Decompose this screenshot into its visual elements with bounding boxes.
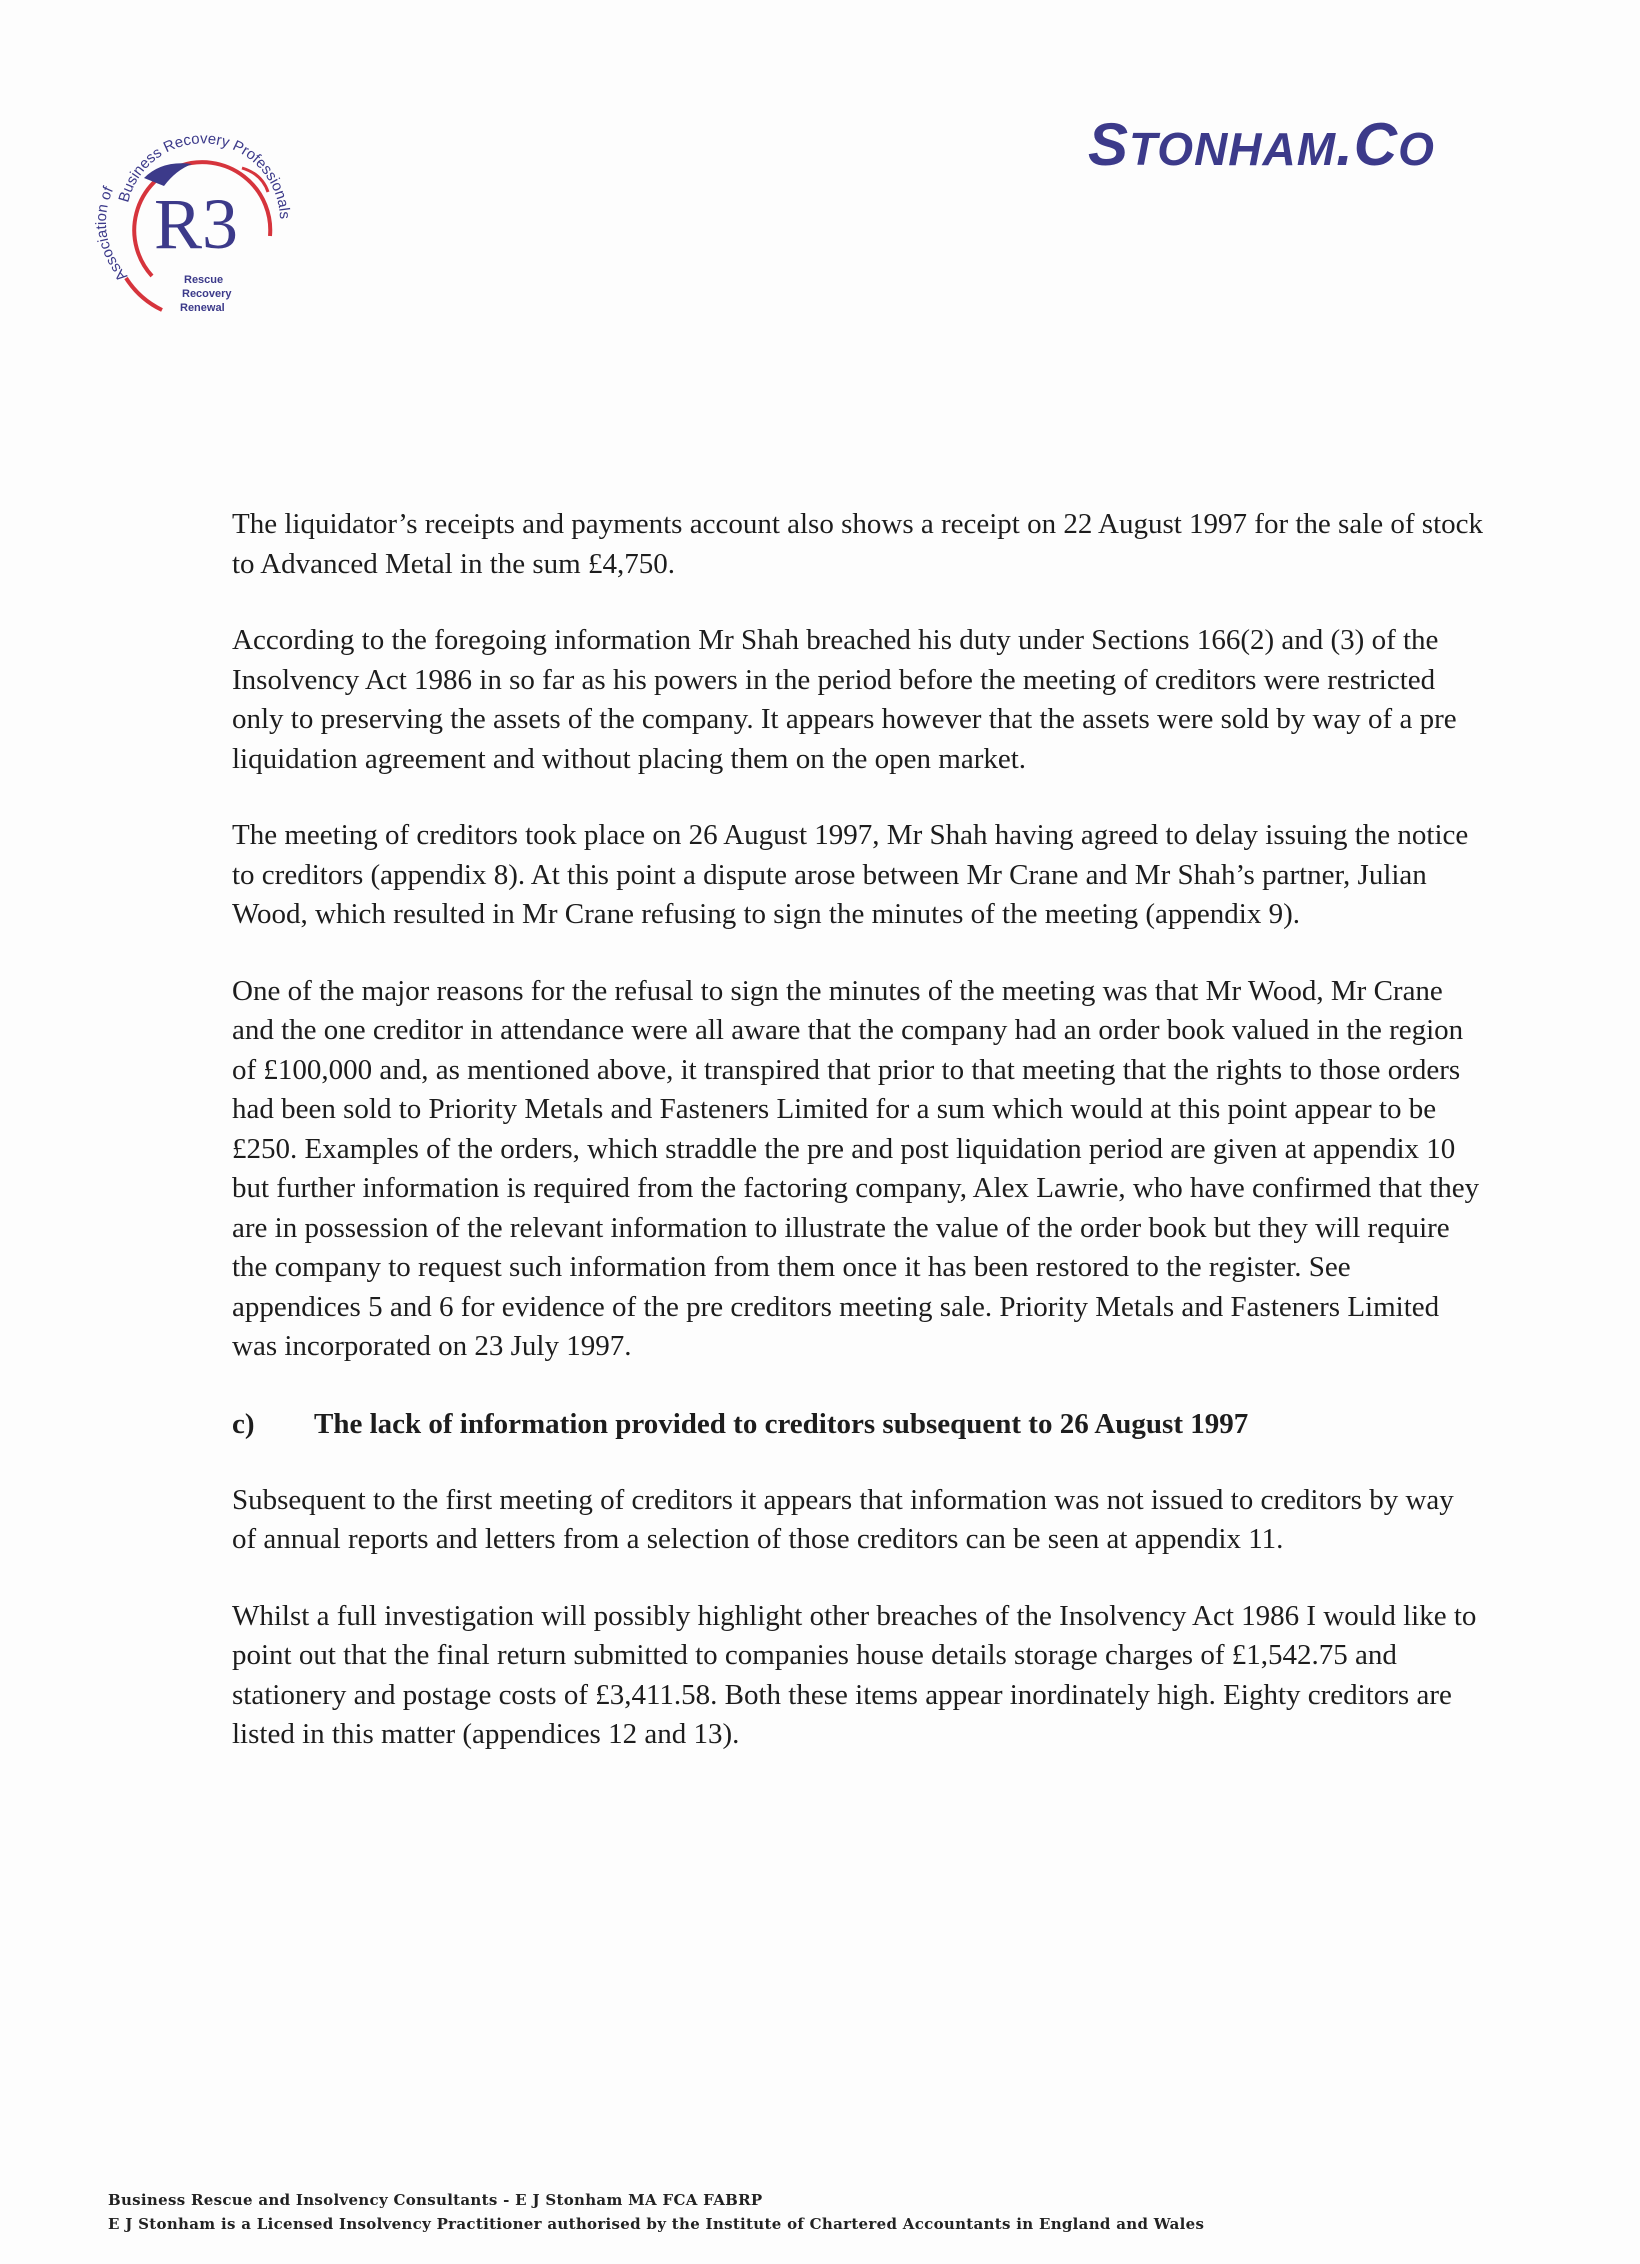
logo-tagline-2: Recovery xyxy=(182,288,232,300)
paragraph-refusal: One of the major reasons for the refusal to sign the minutes of the meeting was that Mr Wood, Mr Crane and the one creditor in attendance were all aware that the company had an order book valued in the region of £100,000 and, as mentioned above, it transpired that prior to that meeting that the rights to those orders had been sold to Priority Metals and Fasteners Limited for a sum which would at this point appear to be £250. Examples of the orders, which straddle the pre and post liquidation period are given at appendix 10 but further information is required from the factoring company, Alex Lawrie, who have confirmed that they are in possession of the relevant information to illustrate the value of the order book but they will require the company to request such information from them once it has been restored to the register. See appendices 5 and 6 for evidence of the pre creditors meeting sale. Priority Metals and Fasteners Limited was incorporated on 23 July 1997. xyxy=(232,974,1480,1362)
logo-ring-text-top: Business Recovery Professionals xyxy=(115,130,294,220)
brand-dot: . xyxy=(1336,111,1354,178)
paragraph-meeting: The meeting of creditors took place on 26 August 1997, Mr Shah having agreed to delay issuing the notice to creditors (appendix 8). At this point a dispute arose between Mr Crane and Mr Shah’s partner, Julian Wood, which resulted in Mr Crane refusing to sign the minutes of the meeting (appendix 9). xyxy=(232,819,1469,930)
section-letter: c) xyxy=(232,1407,255,1440)
footer xyxy=(108,2188,1204,2236)
footer-line-1: Business Rescue and Insolvency Consultants - E J Stonham MA FCA FABRP xyxy=(108,2191,763,2209)
logo-tagline-1: Rescue xyxy=(184,274,224,286)
brand-word-2: O xyxy=(1398,123,1435,175)
brand-name xyxy=(1088,110,1435,179)
r3-logo-graphic xyxy=(92,108,318,334)
brand-letter-s: S xyxy=(1088,111,1130,178)
logo-ring-text-left: Association of xyxy=(92,184,131,285)
r3-logo xyxy=(92,108,318,334)
footer-line-2: E J Stonham is a Licensed Insolvency Practitioner authorised by the Institute of Chartered Accountants in England and Wales xyxy=(108,2215,1205,2233)
logo-center-text: R3 xyxy=(154,184,239,264)
brand-word-1: TONHAM xyxy=(1129,123,1337,175)
paragraph-lack-of-information: Subsequent to the first meeting of creditors it appears that information was not issued to creditors by way of annual reports and letters from a selection of those creditors can be seen at appendix 11. xyxy=(232,1483,1454,1555)
brand-letter-c: C xyxy=(1353,111,1399,178)
letter-body xyxy=(232,505,1484,1792)
paragraph-breach: According to the foregoing information Mr Shah breached his duty under Sections 166(2) and (3) of the Insolvency Act 1986 in so far as his powers in the period before the meeting of creditors were restricted only to preserving the assets of the company. It appears however that the assets were sold by way of a pre liquidation agreement and without placing them on the open market. xyxy=(232,624,1457,775)
logo-tagline-3: Renewal xyxy=(180,302,225,314)
section-title: The lack of information provided to creditors subsequent to 26 August 1997 xyxy=(314,1407,1249,1440)
paragraph-receipt: The liquidator’s receipts and payments account also shows a receipt on 22 August 1997 for the sale of stock to Advanced Metal in the sum £4,750. xyxy=(232,508,1483,580)
paragraph-investigation: Whilst a full investigation will possibly highlight other breaches of the Insolvency Act 1986 I would like to point out that the final return submitted to companies house details storage charges of £1,542.75 and stationery and postage costs of £3,411.58. Both these items appear inordinately high. Eighty creditors are listed in this matter (appendices 12 and 13). xyxy=(232,1599,1477,1750)
section-heading-c xyxy=(232,1404,1484,1444)
